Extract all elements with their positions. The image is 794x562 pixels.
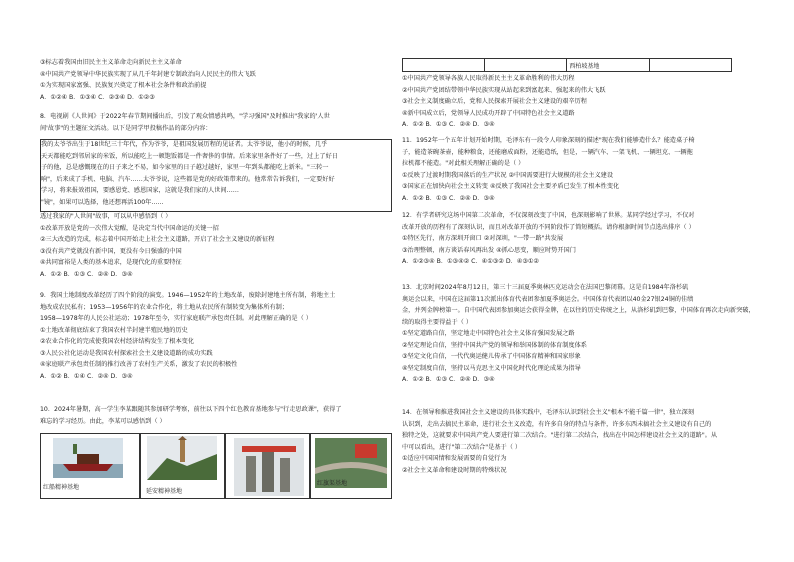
image-cell-2: [140, 433, 225, 499]
text-line: ②中国共产党团结带领中华民族实现从站起来到富起来、强起来的伟大飞跃: [402, 86, 606, 94]
text-line: 子的他，总是感慨现在的日子来之不易，如今家里的日子越过越好，家里一年到头都能吃上新米。"三转一: [41, 164, 329, 171]
image-caption-2: 延安精神基地: [146, 488, 183, 495]
text-line: ③没有共产党就没有新中国，更没有今日强盛的中国: [40, 247, 182, 255]
text-line: ④坚定制度自信，坚持以马克思主义中国化时代化理论成果为指导: [402, 364, 581, 372]
text-line: 认识到，走出去搞民主革命，进行社会主义改造，有许多自身的特点与条件，许多东西未搞社会主义建设有自己的: [402, 420, 712, 428]
text-line: 14．在领导和推进我国社会主义建设的具体实践中，毛泽东认识到社会主义"根本不能千篇一律"，独立深刻: [402, 409, 695, 416]
text-line: 13．北京时间2024年8月12日，第三十三届夏季奥林匹克运动会在法国巴黎闭幕。这是自1984年洛杉矶: [402, 284, 689, 291]
monument-statue-photo: [234, 438, 304, 496]
text-line: A．①② B．①④ C．②④ D．③④: [40, 372, 133, 380]
q8-story-box: [40, 139, 392, 212]
base-table: [402, 58, 732, 72]
text-line: "镜"，如果可以选择，他还想再活100年……: [41, 198, 164, 206]
text-line: ①中国共产党领导各族人民取得新民主主义革命胜利的伟大历程: [402, 75, 575, 82]
text-line: 响"，后来成了手机、电脑、汽车……太爷爷说，这些都是党的好政策带来的。他常常告诉我们，一定要好好: [41, 175, 335, 183]
text-line: ④中国共产党领导中华民族实现了从几千年封建专制政治向人民民主的伟大飞跃: [40, 70, 256, 78]
text-line: 难忘的学习经历。由此，李某可以感悟到（ ）: [40, 417, 166, 425]
text-line: 天天都能吃到邻居家的米饭，所以能吃上一顿饱饭都是一件奢侈的事情。后来家里条件好了一些，过上了好日: [41, 152, 338, 160]
text-line: ④家庭联产承包责任制的推行改善了农村生产关系，激发了农民的积极性: [40, 361, 238, 368]
text-line: ③人民公社化运动是我国农村探索社会主义建设道路的成功实践: [40, 349, 213, 357]
text-line: ①坚定道路自信，坚定地走中国特色社会主义体育强国发展之路: [402, 330, 575, 337]
table-cell-xibaipo: 西柏坡基地: [567, 59, 649, 72]
text-line: 续的取得主要得益于（ ）: [402, 318, 473, 326]
text-line: 改革开放的历程有了深刻认识，而且对改革开放的不同阶段作了简短概括。请你根据时间节点选出排序（ ）: [402, 223, 695, 231]
yanan-pagoda-photo: [147, 436, 217, 480]
text-line: 12．有学者研究这场中国第二次革命，不仅深刻改变了中国，也深刻影响了世界。某同学经过学习，不仅对: [402, 212, 695, 219]
text-line: 透过我家的"人世间"故事，可以从中感悟到（ ）: [40, 213, 172, 220]
text-line: A．①②③④ B．①③④② C．④①③② D．④③①②: [402, 258, 539, 265]
text-line: ③社会主义制度确立后，党和人民探索开展社会主义建设的艰辛历程: [402, 98, 587, 105]
text-line: 间'故事"的主题征文活动。以下是同学甲投稿作品的部分内容：: [40, 124, 212, 132]
text-line: ②社会主义革命和建设时期的特殊状况: [402, 466, 507, 474]
text-line: 拉机都不能造。"对此相关理解正确的是（ ）: [402, 160, 525, 167]
text-line: A．①② B．①③ C．②④ D．③④: [402, 376, 495, 383]
text-line: A．①② B．①③ C．②④ D．③④: [40, 270, 133, 278]
image-cell-3: [225, 433, 310, 499]
text-line: 独特之处，这就要求中国共产党人要进行第二次结合。"进行第二次结合，找出在中国怎样建设社会主义的道路"。从: [402, 432, 718, 439]
text-line: 子，能造茶碗茶壶，能种粮食，还能磨成面粉，还能造纸，但是，一辆汽车、一架飞机、一辆坦克、一辆拖: [402, 148, 693, 156]
text-line: ①反映了过渡时期我国落后的生产状况 ②中国需要进行大规模的社会主义建设: [402, 171, 614, 179]
text-line: 中可以看出，进行"第二次结合"是基于（ ）: [402, 443, 522, 451]
text-line: 学习，将来报效祖国，要感恩党、感恩国家，这就是我们家的人世间……: [41, 187, 239, 194]
image-cell-4: [310, 433, 392, 499]
text-line: A．①②④ B．①③④ C．②③④ D．①②③: [40, 93, 155, 101]
text-line: 我的太爷爷出生于18世纪三十年代，作为爷爷，是祖国发展历程的见证者。太爷爷说，他小的时候，几乎: [41, 141, 328, 148]
text-line: 1958—1978年的人民公社运动；1978年至今，实行家庭联产承包责任制。对此理解正确的是（ ）: [40, 315, 312, 322]
text-line: ③国家正在加快向社会主义转变 ④反映了我国社会主要矛盾已发生了根本性变化: [402, 183, 620, 190]
text-line: ③标志着我国由旧民主主义革命走向新民主主义革命: [40, 59, 182, 66]
text-line: ①为实现国家富强、民族复兴奠定了根本社会条件和政治前提: [40, 82, 207, 89]
text-line: 8．电视剧《人世间》于2022年春节期间播出后，引发了观众情感共鸣，"学习强国"及时推出"我家的'人世: [40, 113, 330, 120]
text-line: ①改革开放是党的一次伟大觉醒，是决定当代中国命运的关键一招: [40, 224, 219, 232]
text-line: ①土地改革彻底结束了我国农村半封建半殖民地的历史: [40, 326, 188, 334]
text-line: A．①② B．①③ C．②④ D．③④: [402, 121, 495, 128]
table-cell-empty-2: [485, 59, 567, 72]
text-line: ①特区先行，南方深圳开窗口 ②对深圳，"一带一路"共发展: [402, 235, 564, 242]
image-cell-1: [40, 433, 140, 499]
table-cell-empty-3: [649, 59, 731, 72]
text-line: ②坚定理论自信，坚持中国共产党的领导和举国体制的体育制度体系: [402, 341, 587, 349]
red-boat-photo: [53, 438, 123, 478]
text-line: 9．我国土地制度改革经历了四个阶段的演变。1946—1952年的土地改革，废除封建地主所有制，将地主土: [40, 292, 336, 299]
text-line: ②三大改造的完成，标志着中国开始走上社会主义道路，开启了社会主义建设的新征程: [40, 236, 275, 243]
text-line: 11．1952年一个五年计划开始时期，毛泽东有一段令人印象深刻的描述"现在我们能够造什么？能造桌子椅: [402, 137, 695, 144]
text-line: ③治理整顿，南方谈话春风再出发 ④抓心思变，顺应时势开国门: [402, 246, 576, 254]
text-line: 奥运会以来，中国在这届第11次派出体育代表团参加夏季奥运会。中国体育代表团以40金27银24铜的佳绩: [402, 295, 694, 303]
text-line: 地改成农民私有；1953—1956年的农业合作化，将土地从农民所有制转变为集体所有制；: [40, 303, 289, 311]
text-line: ④新中国成立后，党领导人民成功开辟了中国特色社会主义道路: [402, 109, 575, 117]
table-cell-empty-1: [403, 59, 485, 72]
text-line: ④共同富裕是人类的基本追求，是现代化的重要特征: [40, 259, 182, 266]
text-line: A．①② B．①③ C．②④ D．③④: [402, 194, 495, 202]
image-caption-1: 红船精神基地: [43, 484, 80, 491]
text-line: 金，并列金牌榜第一。自中国代表团参加奥运会获得金牌，在以往的历史传统之上，从洛杉矶到巴黎，中国体育再次走向新突破，: [402, 307, 755, 314]
text-line: ②农业合作化的完成使我国农村经济结构发生了根本变化: [40, 338, 195, 345]
text-line: ①适应中国国情和发展需要的自觉行为: [402, 455, 507, 462]
text-line: 10．2024年暑期，高一学生李某跟随其参加研学考察，前往以下四个红色教育基地参与"行走思政课"，获得了: [40, 406, 342, 413]
image-caption-4: 红旗渠基地: [317, 480, 348, 487]
text-line: ③坚定文化自信，一代代奥运健儿传承了中国体育精神和国家形象: [402, 353, 581, 360]
